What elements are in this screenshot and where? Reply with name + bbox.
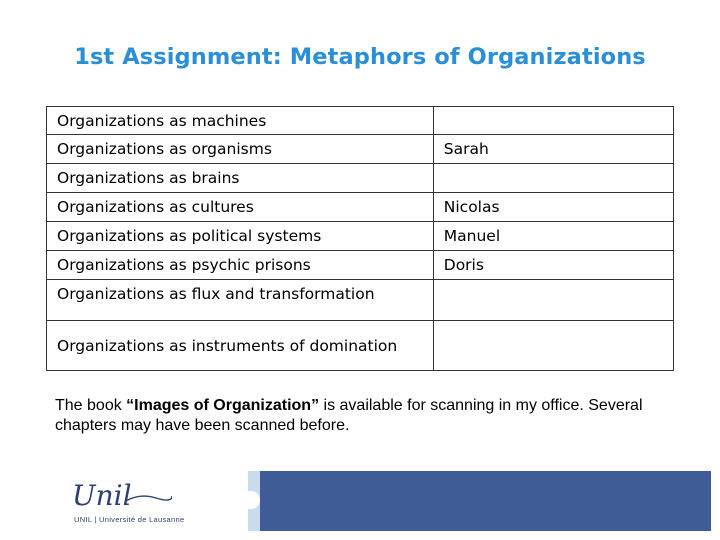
table-row xyxy=(47,321,674,371)
person-cell xyxy=(433,280,673,321)
person-cell: Manuel xyxy=(433,222,673,251)
university-logo xyxy=(8,471,248,531)
table-row xyxy=(47,135,674,164)
person-cell xyxy=(433,164,673,193)
logo-caption: UNIL | Université de Lausanne xyxy=(74,515,185,524)
person-cell xyxy=(433,321,673,371)
table-row xyxy=(47,193,674,222)
metaphor-cell: Organizations as instruments of domination xyxy=(47,321,434,371)
availability-note xyxy=(55,396,695,436)
table-row xyxy=(47,251,674,280)
metaphor-cell: Organizations as organisms xyxy=(47,135,434,164)
table-row xyxy=(47,280,674,321)
metaphor-cell: Organizations as flux and transformation xyxy=(47,280,434,321)
footer-dot-icon xyxy=(242,491,260,509)
person-cell xyxy=(433,107,673,135)
metaphor-cell: Organizations as brains xyxy=(47,164,434,193)
table-row xyxy=(47,107,674,135)
person-cell: Sarah xyxy=(433,135,673,164)
table-row xyxy=(47,164,674,193)
assignment-table xyxy=(46,106,674,371)
metaphor-cell: Organizations as political systems xyxy=(47,222,434,251)
book-title: “Images of Organization” xyxy=(126,397,320,414)
footer-band xyxy=(8,471,711,531)
metaphor-cell: Organizations as machines xyxy=(47,107,434,135)
person-cell: Doris xyxy=(433,251,673,280)
person-cell: Nicolas xyxy=(433,193,673,222)
slide-title: 1st Assignment: Metaphors of Organizations xyxy=(74,44,646,70)
metaphor-cell: Organizations as psychic prisons xyxy=(47,251,434,280)
note-text: is available for scanning in my office. Several chapters may have been scanned before. xyxy=(55,397,643,434)
logo-wordmark: Unil xyxy=(72,479,132,512)
note-text: The book xyxy=(55,397,127,414)
metaphor-cell: Organizations as cultures xyxy=(47,193,434,222)
table-row xyxy=(47,222,674,251)
logo-swoosh-icon xyxy=(126,493,172,503)
